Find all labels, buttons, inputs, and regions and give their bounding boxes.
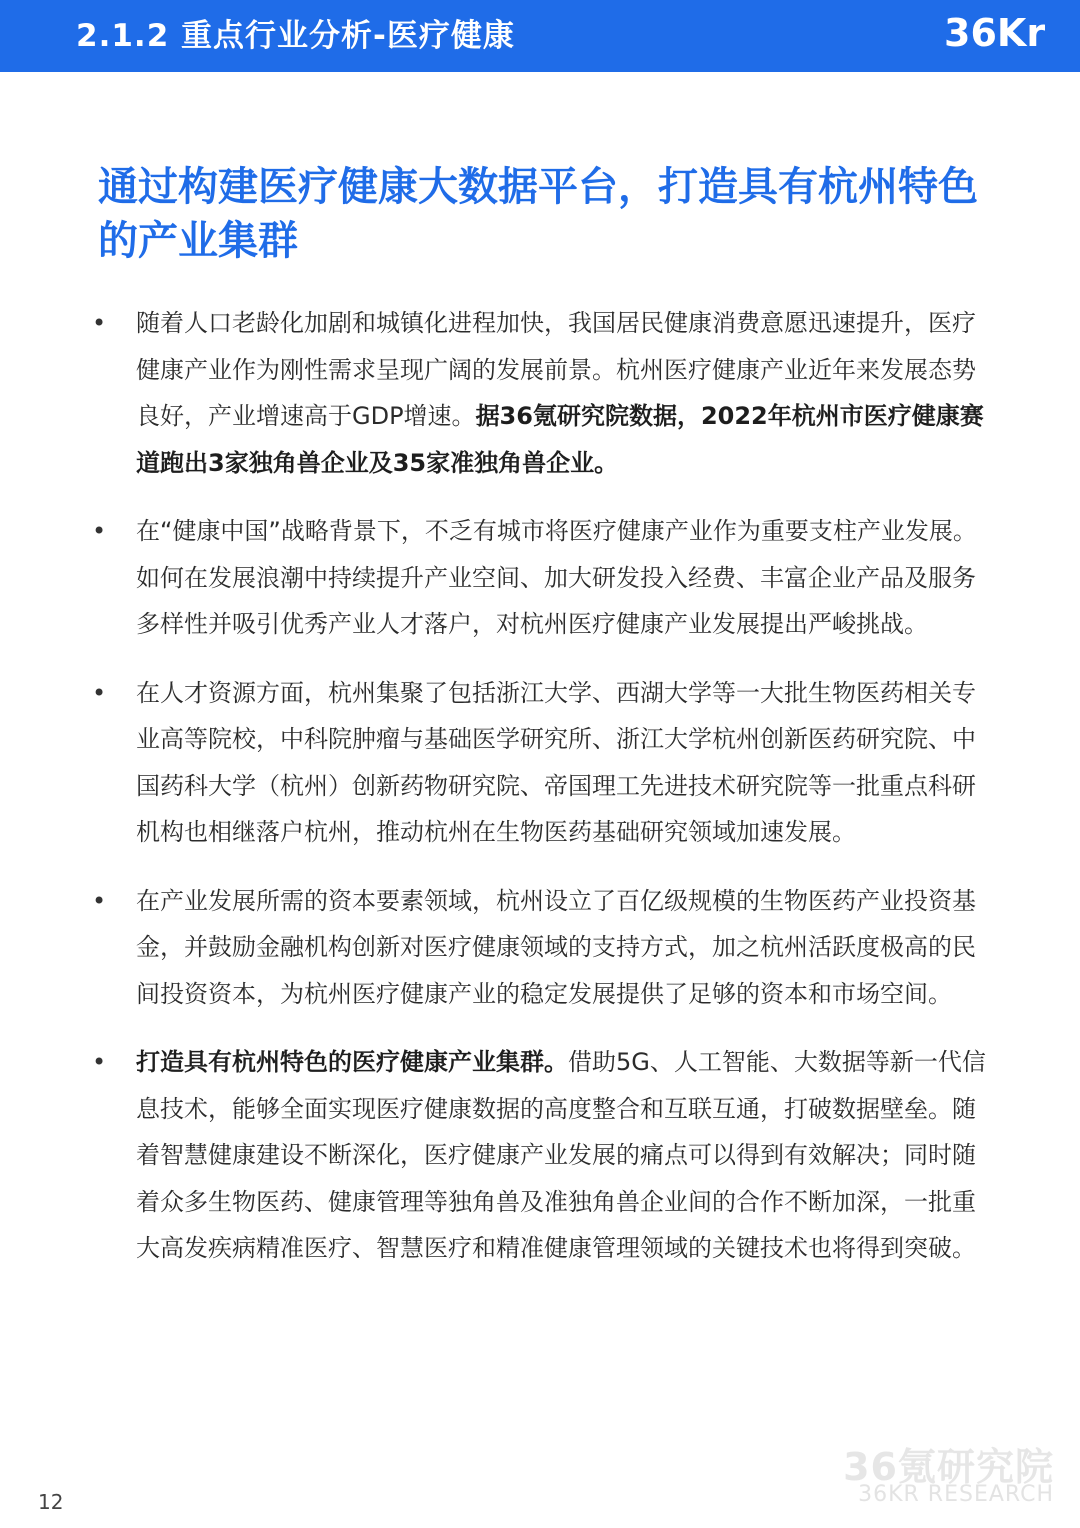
watermark-en: 36KR RESEARCH	[858, 1482, 1054, 1507]
section-header-bar	[0, 0, 1080, 72]
bullet-highlight: 据36氪研究院数据，2022年杭州市医疗健康赛道跑出3家独角兽企业及35家准独角兽企业。	[136, 402, 984, 477]
bullet-item	[90, 878, 990, 1018]
bullet-text: 在“健康中国”战略背景下，不乏有城市将医疗健康产业作为重要支柱产业发展。如何在发展浪潮中持续提升产业空间、加大研发投入经费、丰富企业产品及服务多样性并吸引优秀产业人才落户，对杭州医疗健康产业发展提出严峻挑战。	[136, 517, 977, 638]
bullet-dot-icon: •	[92, 1048, 107, 1076]
page-headline: 通过构建医疗健康大数据平台，打造具有杭州特色的产业集群	[98, 164, 978, 264]
bullet-lead-highlight: 打造具有杭州特色的医疗健康产业集群。	[136, 1048, 568, 1076]
bullet-item	[90, 670, 990, 856]
36kr-logo	[940, 0, 1080, 72]
bullet-dot-icon: •	[92, 678, 107, 707]
bullet-text: 在人才资源方面，杭州集聚了包括浙江大学、西湖大学等一大批生物医药相关专业高等院校，中科院肿瘤与基础医学研究所、浙江大学杭州创新医药研究院、中国药科大学（杭州）创新药物研究院、帝国理工先进技术研究院等一批重点科研机构也相继落户杭州，推动杭州在生物医药基础研究领域加速发展。	[136, 678, 976, 846]
bullet-item	[90, 508, 990, 648]
bullet-text: 在产业发展所需的资本要素领域，杭州设立了百亿级规模的生物医药产业投资基金，并鼓励金融机构创新对医疗健康领域的支持方式，加之杭州活跃度极高的民间投资资本，为杭州医疗健康产业的稳定发展提供了足够的资本和市场空间。	[136, 886, 976, 1008]
svg-text:36Kr: 36Kr	[944, 11, 1046, 55]
bullet-item	[90, 300, 990, 486]
watermark-cn: 36氪研究院	[843, 1445, 1054, 1489]
bullet-list	[90, 300, 990, 1294]
section-title: 2.1.2 重点行业分析-医疗健康	[76, 18, 515, 54]
bullet-dot-icon: •	[92, 517, 107, 545]
bullet-text: 借助5G、人工智能、大数据等新一代信息技术，能够全面实现医疗健康数据的高度整合和互联互通，打破数据壁垒。随着智慧健康建设不断深化，医疗健康产业发展的痛点可以得到有效解决；同时随着众多生物医药、健康管理等独角兽及准独角兽企业间的合作不断加深，一批重大高发疾病精准医疗、智慧医疗和精准健康管理领域的关键技术也将得到突破。	[136, 1048, 986, 1262]
bullet-dot-icon: •	[92, 309, 107, 337]
bullet-dot-icon: •	[92, 886, 107, 915]
bullet-item	[90, 1039, 990, 1272]
page-number: 12	[38, 1490, 64, 1514]
bullet-text: 随着人口老龄化加剧和城镇化进程加快，我国居民健康消费意愿迅速提升，医疗健康产业作为刚性需求呈现广阔的发展前景。杭州医疗健康产业近年来发展态势良好，产业增速高于GDP增速。	[136, 309, 976, 430]
